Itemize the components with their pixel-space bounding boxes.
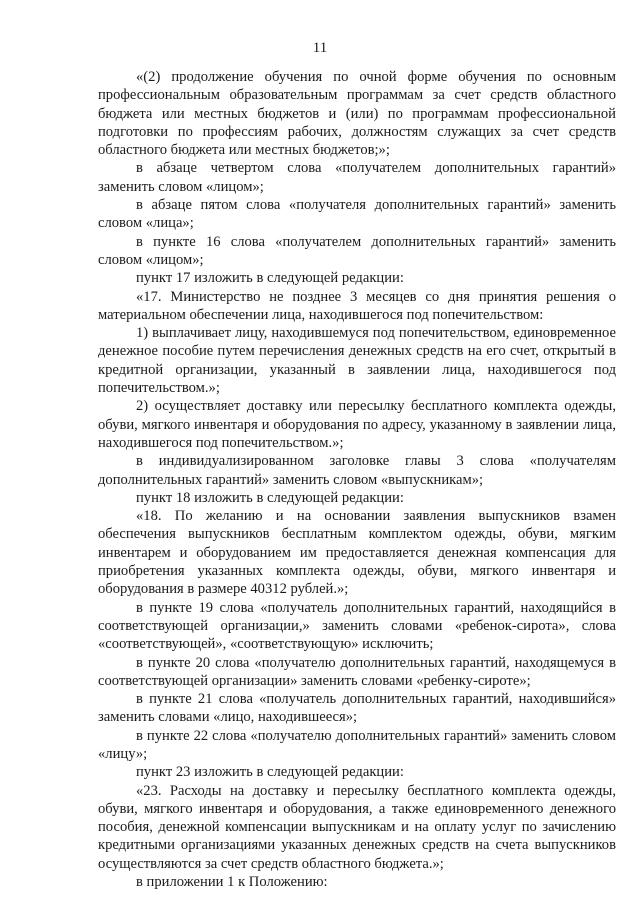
page-number: 11 bbox=[312, 40, 328, 56]
paragraph-9: в индивидуализированном заголовке главы 3 слова «получателям дополнительных гарантий» заменить словом «выпускникам»; bbox=[98, 453, 616, 488]
paragraph-6: «17. Министерство не позднее 3 месяцев со дня принятия решения о материальном обеспечении лица, находившегося под попечительством: bbox=[98, 288, 616, 323]
paragraph-1: «(2) продолжение обучения по очной форме обучения по основным профессиональным образовательным программам за счет средств областного бюджета или местных бюджетов и (или) по программам профессиональной подготовки по профессиям рабочих, должностям служащих за счет средств областного бюджета или местных бюджетов;»; bbox=[98, 69, 616, 159]
paragraph-17: «23. Расходы на доставку и пересылку бесплатного комплекта одежды, обуви, мягкого инвентаря и оборудования, а также единовременного денежного пособия, денежной компенсации выпускникам и на оплату услуг по зачислению кредитными организациями указанных денежных средств на счета выпускников осуществляются за счет средств областного бюджета.»; bbox=[98, 782, 616, 872]
paragraph-10: пункт 18 изложить в следующей редакции: bbox=[136, 489, 404, 506]
paragraph-18: в приложении 1 к Положению: bbox=[136, 874, 328, 891]
paragraph-7: 1) выплачивает лицу, находившемуся под попечительством, единовременное денежное пособие путем перечисления денежных средств на его счет, открытый в кредитной организации, указанный в заявлении лица, находившегося под попечительством.»; bbox=[98, 325, 616, 397]
document-body bbox=[98, 68, 616, 891]
paragraph-16: пункт 23 изложить в следующей редакции: bbox=[136, 764, 404, 781]
paragraph-11: «18. По желанию и на основании заявления выпускников взамен обеспечения выпускников бесплатным комплектом одежды, обуви, мягким инвентарем и оборудованием им предоставляется денежная компенсация для приобретения указанных комплекта одежды, обуви, мягкого инвентаря и оборудования в размере 40312 рублей.»; bbox=[98, 508, 616, 598]
paragraph-8: 2) осуществляет доставку или пересылку бесплатного комплекта одежды, обуви, мягкого инвентаря и оборудования по адресу, указанному в заявлении лица, находившегося под попечительством.»; bbox=[98, 398, 616, 451]
paragraph-13: в пункте 20 слова «получателю дополнительных гарантий, находящемуся в соответствующей организации» заменить словами «ребенку-сироте»; bbox=[98, 654, 616, 689]
paragraph-2: в абзаце четвертом слова «получателем дополнительных гарантий» заменить словом «лицом»; bbox=[98, 160, 616, 195]
paragraph-5: пункт 17 изложить в следующей редакции: bbox=[136, 270, 404, 287]
paragraph-15: в пункте 22 слова «получателю дополнительных гарантий» заменить словом «лицу»; bbox=[98, 727, 616, 762]
paragraph-14: в пункте 21 слова «получатель дополнительных гарантий, находившийся» заменить словами «лицо, находившееся»; bbox=[98, 691, 616, 726]
paragraph-12: в пункте 19 слова «получатель дополнительных гарантий, находящийся в соответствующей организации,» заменить словами «ребенок-сирота», слова «соответствующей», «соответствующую» исключить; bbox=[98, 599, 616, 653]
paragraph-3: в абзаце пятом слова «получателя дополнительных гарантий» заменить словом «лица»; bbox=[98, 197, 616, 232]
paragraph-4: в пункте 16 слова «получателем дополнительных гарантий» заменить словом «лицом»; bbox=[98, 233, 616, 268]
